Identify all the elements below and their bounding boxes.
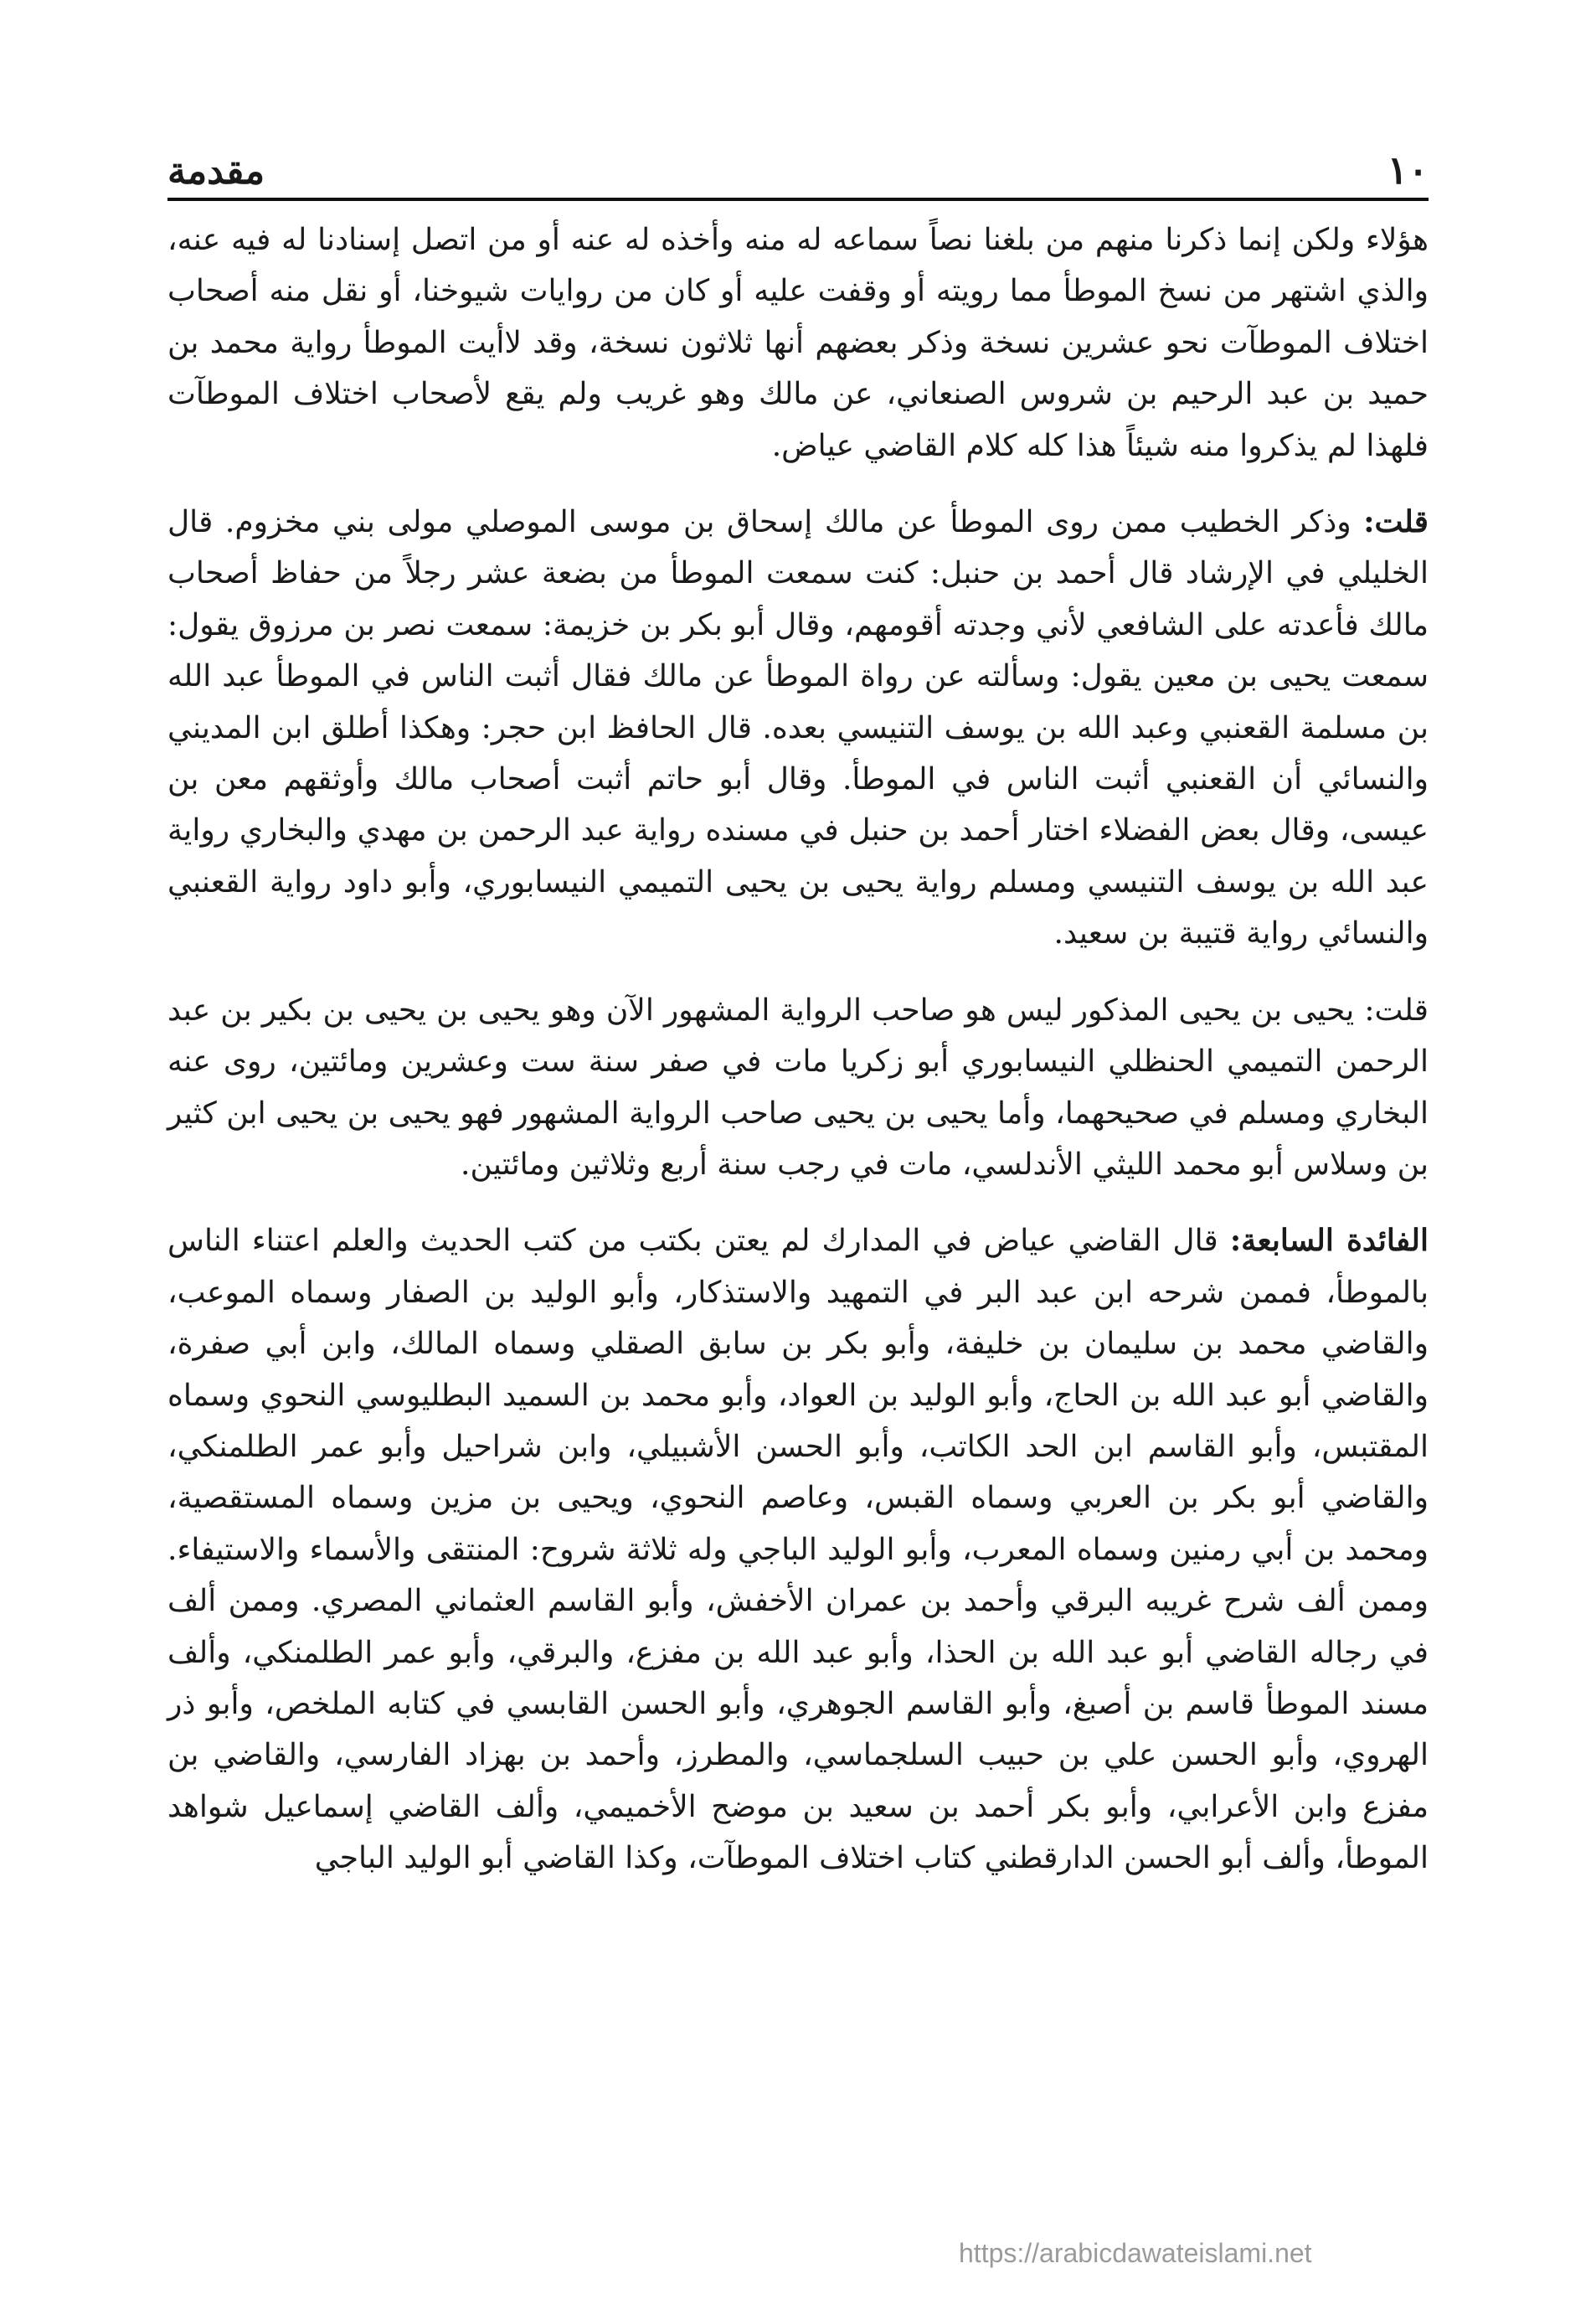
paragraph-text: قلت: يحيى بن يحيى المذكور ليس هو صاحب الرواية المشهور الآن وهو يحيى بن يحيى بن بكير بن عبد الرحمن التميمي الحنظلي النيسابوري أبو زكريا مات في صفر سنة ست وعشرين ومائتين، روى عنه البخاري ومسلم في صحيحهما، وأما يحيى بن يحيى صاحب الرواية المشهور فهو يحيى بن يحيى ابن كثير بن وسلاس أبو محمد الليثي الأندلسي، مات في رجب سنة أربع وثلاثين ومائتين. bbox=[167, 993, 1429, 1182]
body-text bbox=[167, 214, 1429, 2189]
paragraph bbox=[167, 214, 1429, 472]
paragraph-lead: قلت: bbox=[1363, 504, 1429, 540]
paragraph bbox=[167, 1215, 1429, 1884]
running-title: مقدمة bbox=[167, 150, 265, 193]
header-rule bbox=[167, 198, 1429, 201]
page-header bbox=[167, 126, 1429, 193]
paragraph-text: هؤلاء ولكن إنما ذكرنا منهم من بلغنا نصاً سماعه له منه وأخذه له عنه أو من اتصل إسنادنا له فيه عنه، والذي اشتهر من نسخ الموطأ مما رويته أو وقفت عليه أو كان من روايات شيوخنا، أو نقل منه أصحاب اختلاف الموطآت نحو عشرين نسخة وذكر بعضهم أنها ثلاثون نسخة، وقد لاأيت الموطأ رواية محمد بن حميد بن عبد الرحيم بن شروس الصنعاني، عن مالك وهو غريب ولم يقع لأصحاب اختلاف الموطآت فلهذا لم يذكروا منه شيئاً هذا كله كلام القاضي عياض. bbox=[167, 223, 1429, 463]
paragraph-text: وذكر الخطيب ممن روى الموطأ عن مالك إسحاق بن موسى الموصلي مولى بني مخزوم. قال الخليلي في الإرشاد قال أحمد بن حنبل: كنت سمعت الموطأ من بضعة عشر رجلاً من حفاظ أصحاب مالك فأعدته على الشافعي لأني وجدته أقومهم، وقال أبو بكر بن خزيمة: سمعت نصر بن مرزوق يقول: سمعت يحيى بن معين يقول: وسألته عن رواة الموطأ عن مالك فقال أثبت الناس في الموطأ عبد الله بن مسلمة القعنبي وعبد الله بن يوسف التنيسي بعده. قال الحافظ ابن حجر: وهكذا أطلق ابن المديني والنسائي أن القعنبي أثبت الناس في الموطأ. وقال أبو حاتم أثبت أصحاب مالك وأوثقهم معن بن عيسى، وقال بعض الفضلاء اختار أحمد بن حنبل في مسنده رواية عبد الرحمن بن مهدي والبخاري رواية عبد الله بن يوسف التنيسي ومسلم رواية يحيى بن يحيى التميمي النيسابوري، وأبو داود رواية القعنبي والنسائي رواية قتيبة بن سعيد. bbox=[167, 505, 1429, 951]
paragraph bbox=[167, 985, 1429, 1191]
source-watermark: https://arabicdawateislami.net bbox=[959, 2238, 1312, 2268]
page-number: ١٠ bbox=[1387, 147, 1429, 193]
paragraph-lead: الفائدة السابعة: bbox=[1229, 1223, 1429, 1259]
paragraph bbox=[167, 497, 1429, 960]
paragraph-text: قال القاضي عياض في المدارك لم يعتن بكتب من كتب الحديث والعلم اعتناء الناس بالموطأ، فممن شرحه ابن عبد البر في التمهيد والاستذكار، وأبو الوليد بن الصفار وسماه الموعب، والقاضي محمد بن سليمان بن خليفة، وأبو بكر بن سابق الصقلي وسماه المالك، وابن أبي صفرة، والقاضي أبو عبد الله بن الحاج، وأبو الوليد بن العواد، وأبو محمد بن السميد البطليوسي النحوي وسماه المقتبس، وأبو القاسم ابن الحد الكاتب، وأبو الحسن الأشبيلي، وابن شراحيل وأبو عمر الطلمنكي، والقاضي أبو بكر بن العربي وسماه القبس، وعاصم النحوي، ويحيى بن مزين وسماه المستقصية، ومحمد بن أبي رمنين وسماه المعرب، وأبو الوليد الباجي وله ثلاثة شروح: المنتقى والأسماء والاستيفاء. وممن ألف شرح غريبه البرقي وأحمد بن عمران الأخفش، وأبو القاسم العثماني المصري. وممن ألف في رجاله القاضي أبو عبد الله بن الحذا، وأبو عبد الله بن مفزع، والبرقي، وأبو عمر الطلمنكي، وألف مسند الموطأ قاسم بن أصبغ، وأبو القاسم الجوهري، وأبو الحسن القابسي في كتابه الملخص، وأبو ذر الهروي، وأبو الحسن علي بن حبيب السلجماسي، والمطرز، وأحمد بن بهزاد الفارسي، والقاضي بن مفزع وابن الأعرابي، وأبو بكر أحمد بن سعيد بن موضح الأخميمي، وألف القاضي إسماعيل شواهد الموطأ، وألف أبو الحسن الدارقطني كتاب اختلاف الموطآت، وكذا القاضي أبو الوليد الباجي bbox=[167, 1224, 1429, 1876]
